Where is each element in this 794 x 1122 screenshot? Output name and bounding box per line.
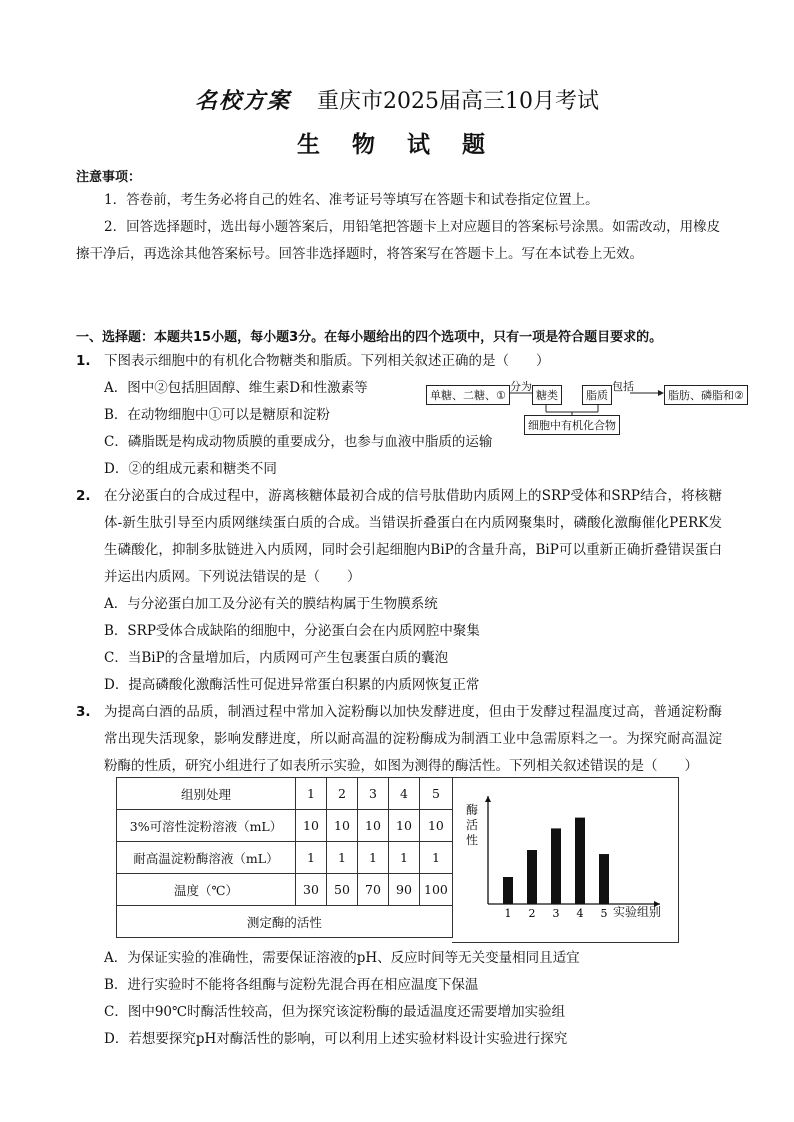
table-cell: 50 bbox=[327, 874, 358, 906]
question-number: 1. bbox=[76, 353, 91, 369]
table-row-label: 耐高温淀粉酶溶液（mL） bbox=[117, 842, 296, 874]
x-tick-label: 3 bbox=[552, 907, 560, 920]
q3-option-b: B．进行实验时不能将各组酶与淀粉先混合再在相应温度下保温 bbox=[104, 977, 479, 993]
x-tick-label: 1 bbox=[504, 907, 512, 920]
chart-bar-2 bbox=[527, 850, 537, 904]
notice-heading: 注意事项： bbox=[76, 170, 142, 185]
table-cell: 70 bbox=[358, 874, 389, 906]
q3-option-a: A．为保证实验的准确性，需要保证溶液的pH、反应时间等无关变量相同且适宜 bbox=[104, 950, 580, 966]
chart-bar-4 bbox=[575, 818, 585, 904]
table-row-label: 温度（℃） bbox=[117, 874, 296, 906]
table-row bbox=[117, 874, 453, 906]
subject-title: 生 物 试 题 bbox=[296, 131, 498, 158]
chart-y-label: 酶活性 bbox=[466, 803, 479, 847]
q1-option-c: C．磷脂既是构成动物质膜的重要成分，也参与血液中脂质的运输 bbox=[104, 434, 493, 450]
table-header-cell: 组别处理 bbox=[117, 778, 296, 810]
x-tick-label: 5 bbox=[600, 907, 608, 920]
table-cell: 1 bbox=[358, 842, 389, 874]
notice-item-1: 1．答卷前，考生务必将自己的姓名、准考证号等填写在答题卡和试卷指定位置上。 bbox=[104, 192, 599, 208]
lipid-types-box: 脂肪、磷脂和② bbox=[664, 385, 748, 405]
table-cell: 1 bbox=[420, 842, 453, 874]
question-1 bbox=[76, 348, 726, 375]
q2-option-c: C．当BiP的含量增加后，内质网可产生包裹蛋白质的囊泡 bbox=[104, 650, 449, 666]
section-heading: 一、选择题：本题共15小题，每小题3分。在每小题给出的四个选项中，只有一项是符合题目要求的。 bbox=[76, 330, 663, 345]
table-row bbox=[117, 842, 453, 874]
table-cell: 10 bbox=[358, 810, 389, 842]
chart-ticks bbox=[505, 907, 608, 920]
divide-label: 分为 bbox=[510, 380, 532, 393]
table-row bbox=[117, 906, 453, 938]
table-row-label: 3%可溶性淀粉溶液（mL） bbox=[117, 810, 296, 842]
q1-option-b: B．在动物细胞中①可以是糖原和淀粉 bbox=[104, 407, 330, 423]
question-number: 2. bbox=[76, 488, 91, 504]
table-cell: 10 bbox=[296, 810, 327, 842]
organic-compounds-box: 细胞中有机化合物 bbox=[524, 415, 620, 435]
table-cell: 10 bbox=[327, 810, 358, 842]
table-header-cell: 1 bbox=[296, 778, 327, 810]
x-tick-label: 4 bbox=[576, 907, 584, 920]
y-axis-arrow bbox=[485, 796, 491, 802]
table-cell: 100 bbox=[420, 874, 453, 906]
q2-option-a: A．与分泌蛋白加工及分泌有关的膜结构属于生物膜系统 bbox=[104, 596, 438, 612]
q2-option-b: B．SRP受体合成缺陷的细胞中，分泌蛋白会在内质网腔中聚集 bbox=[104, 623, 480, 639]
table-cell: 10 bbox=[389, 810, 420, 842]
chart-bar-3 bbox=[551, 828, 561, 904]
sugar-types-box: 单糖、二糖、① bbox=[426, 385, 510, 405]
table-cell: 1 bbox=[327, 842, 358, 874]
brand-name: 名校方案 bbox=[195, 88, 292, 114]
q1-option-a: A．图中②包括胆固醇、维生素D和性激素等 bbox=[104, 380, 368, 396]
q3-option-d: D．若想要探究pH对酶活性的影响，可以利用上述实验材料设计实验进行探究 bbox=[104, 1031, 568, 1047]
table-cell: 10 bbox=[420, 810, 453, 842]
table-row bbox=[117, 810, 453, 842]
question-stem: 下图表示细胞中的有机化合物糖类和脂质。下列相关叙述正确的是（ ） bbox=[104, 353, 550, 369]
experiment-table bbox=[116, 777, 453, 938]
table-header-row bbox=[117, 778, 453, 810]
table-header-cell: 5 bbox=[420, 778, 453, 810]
notice-item-2: 2．回答选择题时，选出每小题答案后，用铅笔把答题卡上对应题目的答案标号涂黑。如需改动，用橡皮擦干净后，再选涂其他答案标号。回答非选择题时，将答案写在答题卡上。写在本试卷上无效。 bbox=[76, 219, 721, 262]
chart-bar-5 bbox=[599, 854, 609, 904]
table-cell: 30 bbox=[296, 874, 327, 906]
table-header-cell: 3 bbox=[358, 778, 389, 810]
q2-option-d: D．提高磷酸化激酶活性可促进异常蛋白积累的内质网恢复正常 bbox=[104, 677, 480, 693]
include-label: 包括 bbox=[612, 380, 634, 393]
table-footer-cell: 测定酶的活性 bbox=[117, 906, 453, 938]
exam-title bbox=[0, 84, 794, 115]
chart-bar-1 bbox=[503, 877, 513, 904]
table-header-cell: 2 bbox=[327, 778, 358, 810]
question-number: 3. bbox=[76, 704, 91, 720]
table-cell: 1 bbox=[296, 842, 327, 874]
q3-stem: 为提高白酒的品质，制酒过程中常加入淀粉酶以加快发酵进度，但由于发酵过程温度过高，普通淀粉酶常出现失活现象，影响发酵进度，所以耐高温的淀粉酶成为制酒工业中急需原料之一。为探究耐高温淀粉酶的性质，研究小组进行了如表所示实验，如图为测得的酶活性。下列相关叙述错误的是（ ） bbox=[104, 704, 722, 774]
lipid-box: 脂质 bbox=[582, 385, 612, 405]
sugar-box: 糖类 bbox=[532, 385, 562, 405]
q2-stem: 在分泌蛋白的合成过程中，游离核糖体最初合成的信号肽借助内质网上的SRP受体和SRP结合，将核糖体-新生肽引导至内质网继续蛋白质的合成。当错误折叠蛋白在内质网聚集时，磷酸化激酶催化PERK发生磷酸化，抑制多肽链进入内质网，同时会引起细胞内BiP的含量升高，BiP可以重新正确折叠错误蛋白并运出内质网。下列说法错误的是（ ） bbox=[104, 488, 722, 585]
chart-bars bbox=[503, 818, 609, 904]
q1-option-d: D．②的组成元素和糖类不同 bbox=[104, 461, 277, 477]
table-header-cell: 4 bbox=[389, 778, 420, 810]
table-cell: 1 bbox=[389, 842, 420, 874]
exam-name: 重庆市2025届高三10月考试 bbox=[317, 89, 599, 114]
q3-option-c: C．图中90℃时酶活性较高，但为探究该淀粉酶的最适温度还需要增加实验组 bbox=[104, 1004, 566, 1020]
table-cell: 90 bbox=[389, 874, 420, 906]
x-tick-label: 2 bbox=[528, 907, 536, 920]
chart-x-label: 实验组别 bbox=[613, 905, 662, 919]
